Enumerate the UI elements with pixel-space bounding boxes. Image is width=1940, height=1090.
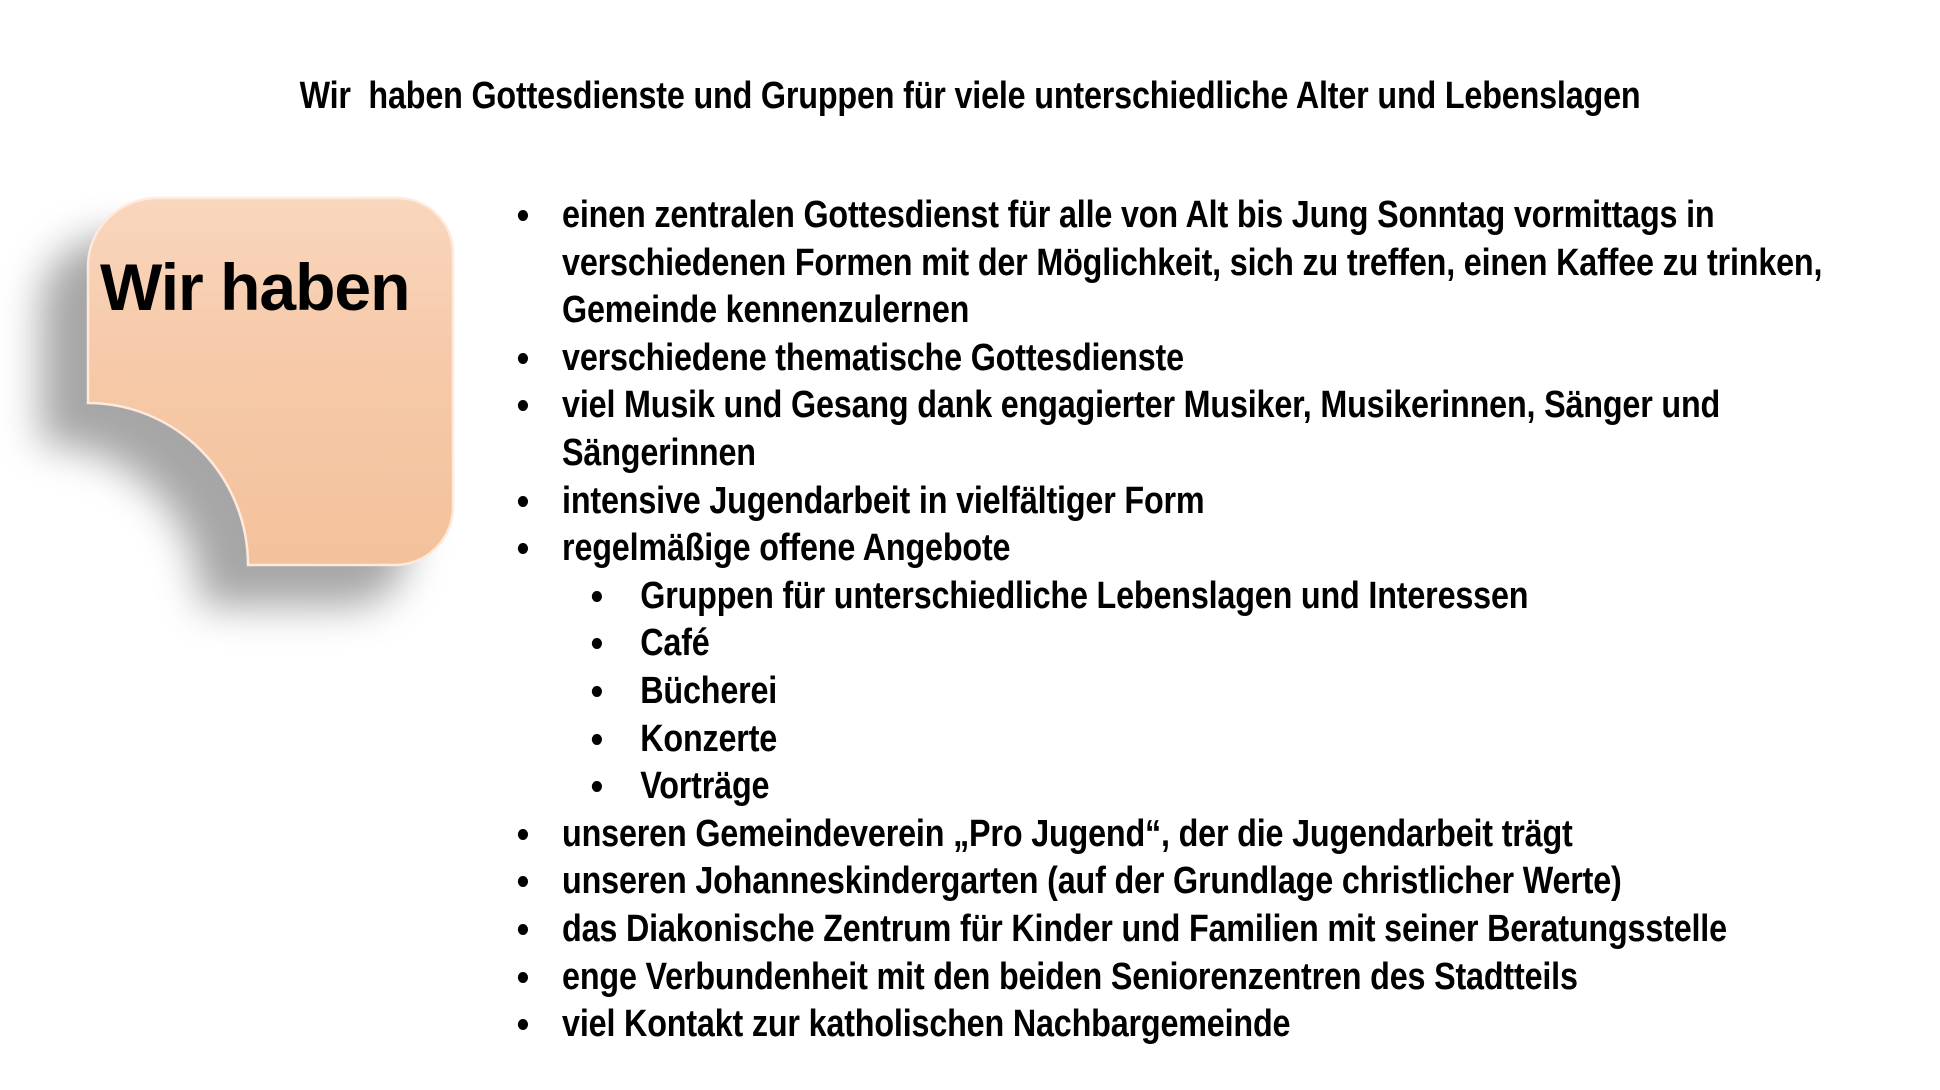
bullet-dot xyxy=(592,686,602,697)
page-title: Wir haben Gottesdienste und Gruppen für viele unterschiedliche Alter und Lebenslagen xyxy=(299,75,1641,117)
sub-bullet-item xyxy=(500,763,1890,811)
bullet-item xyxy=(500,192,1890,335)
wir-haben-badge-shape xyxy=(20,140,540,640)
bullet-dot xyxy=(518,543,528,554)
bullet-dot xyxy=(518,876,528,887)
badge-label: Wir haben xyxy=(100,250,410,324)
bullet-text: enge Verbundenheit mit den beiden Seniorenzentren des Stadtteils xyxy=(562,955,1578,998)
bullet-text: viel Musik und Gesang dank engagierter Musiker, Musikerinnen, Sänger und Sängerinnen xyxy=(562,384,1721,474)
bullet-text: regelmäßige offene Angebote xyxy=(562,527,1011,570)
bullet-dot xyxy=(518,210,528,221)
bullet-item xyxy=(500,382,1890,477)
bullet-text: verschiedene thematische Gottesdienste xyxy=(562,336,1184,379)
sub-bullet-item xyxy=(500,716,1890,764)
bullet-text: Gruppen für unterschiedliche Lebenslagen und Interessen xyxy=(640,574,1529,617)
bullet-item xyxy=(500,525,1890,573)
bullet-text: Vorträge xyxy=(640,765,770,808)
bullet-item xyxy=(500,1001,1890,1049)
bullet-text: viel Kontakt zur katholischen Nachbargemeinde xyxy=(562,1003,1291,1046)
bullet-dot xyxy=(592,638,602,649)
bullet-dot xyxy=(518,972,528,983)
bullet-dot xyxy=(518,496,528,507)
bullet-dot xyxy=(518,924,528,935)
bullet-text: Konzerte xyxy=(640,717,778,760)
bullet-text: unseren Gemeindeverein „Pro Jugend“, der die Jugendarbeit trägt xyxy=(562,812,1573,855)
bullet-list xyxy=(500,192,1890,1049)
bullet-text: unseren Johanneskindergarten (auf der Grundlage christlicher Werte) xyxy=(562,860,1622,903)
bullet-dot xyxy=(518,1019,528,1030)
sub-bullet-item xyxy=(500,620,1890,668)
bullet-item xyxy=(500,478,1890,526)
bullet-dot xyxy=(592,591,602,602)
bullet-item xyxy=(500,811,1890,859)
bullet-text: Café xyxy=(640,622,710,665)
bullet-text: das Diakonische Zentrum für Kinder und Familien mit seiner Beratungsstelle xyxy=(562,907,1727,950)
bullet-dot xyxy=(592,734,602,745)
bullet-text: einen zentralen Gottesdienst für alle von Alt bis Jung Sonntag vormittags in verschiedenen Formen mit der Möglichkeit, sich zu treffen, einen Kaffee zu trinken, Gemeinde kennenzulernen xyxy=(562,194,1823,332)
sub-bullet-item xyxy=(500,573,1890,621)
bullet-item xyxy=(500,954,1890,1002)
bullet-item xyxy=(500,335,1890,383)
bullet-dot xyxy=(518,400,528,411)
bullet-text: intensive Jugendarbeit in vielfältiger Form xyxy=(562,479,1205,522)
bullet-item xyxy=(500,858,1890,906)
bullet-dot xyxy=(518,829,528,840)
bullet-text: Bücherei xyxy=(640,669,778,712)
bullet-dot xyxy=(518,353,528,364)
sub-bullet-item xyxy=(500,668,1890,716)
bullet-item xyxy=(500,906,1890,954)
bullet-dot xyxy=(592,781,602,792)
